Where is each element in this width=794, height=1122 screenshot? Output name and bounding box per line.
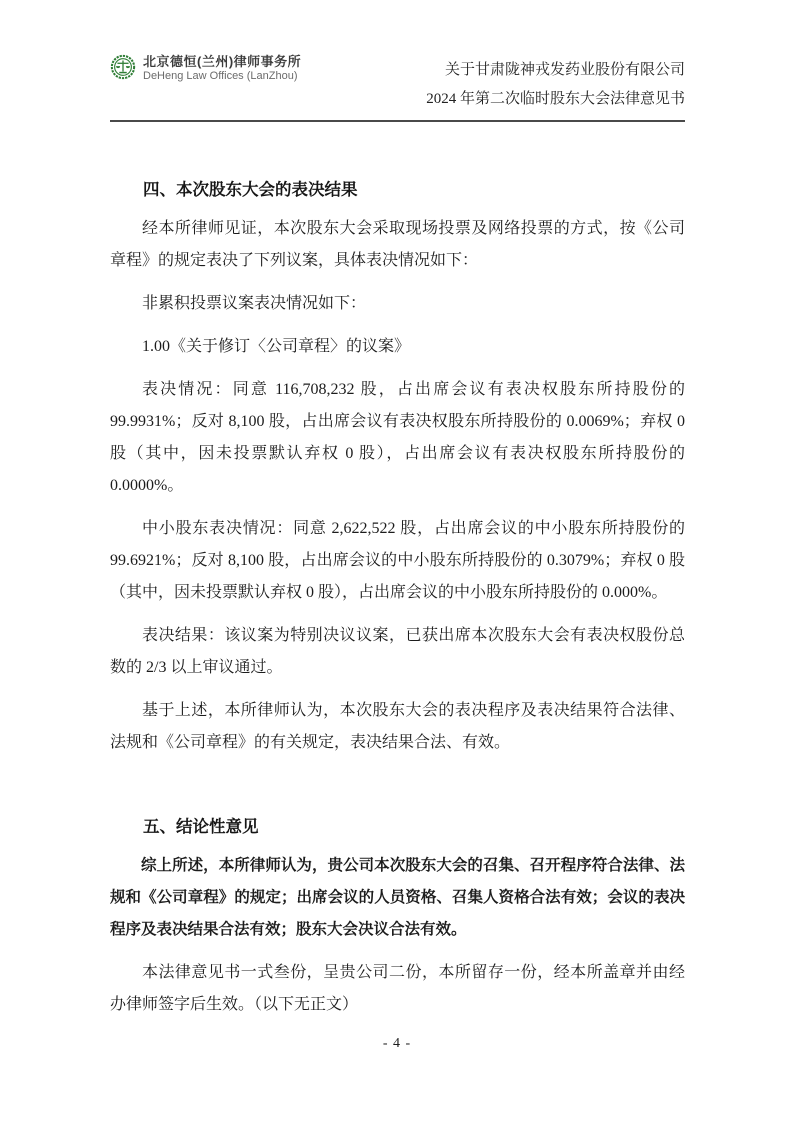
paragraph-copies: 本法律意见书一式叁份，呈贵公司二份，本所留存一份，经本所盖章并由经办律师签字后生效。（以下无正文） bbox=[110, 964, 685, 1013]
page-number: - 4 - bbox=[382, 1036, 412, 1051]
paragraph-intro: 经本所律师见证，本次股东大会采取现场投票及网络投票的方式，按《公司章程》的规定表决了下列议案，具体表决情况如下： bbox=[110, 220, 685, 269]
section-conclusive-opinion bbox=[110, 815, 685, 1021]
firm-name-block bbox=[143, 54, 301, 84]
page-header bbox=[110, 52, 685, 122]
paragraph-proposal-title: 1.00《关于修订〈公司章程〉的议案》 bbox=[142, 338, 411, 355]
section4-heading: 四、本次股东大会的表决结果 bbox=[143, 181, 358, 199]
doc-ref-title-line: 2024 年第二次临时股东大会法律意见书 bbox=[426, 91, 685, 107]
firm-name-chinese: 北京德恒(兰州)律师事务所 bbox=[143, 54, 302, 69]
paragraph-vote-outcome: 表决结果：该议案为特别决议议案，已获出席本次股东大会有表决权股份总数的 2/3 以上审议通过。 bbox=[110, 627, 685, 676]
paragraph-minority-vote: 中小股东表决情况：同意 2,622,522 股，占出席会议的中小股东所持股份的 99.6921%；反对 8,100 股，占出席会议的中小股东所持股份的 0.3079%；弃权 0 股（其中，因未投票默认弃权 0 股），占出席会议的中小股东所持股份的 0.000%。 bbox=[110, 520, 685, 601]
doc-ref-company-line: 关于甘肃陇神戎发药业股份有限公司 bbox=[444, 62, 685, 78]
section-voting-results bbox=[110, 178, 685, 759]
section5-heading: 五、结论性意见 bbox=[143, 818, 259, 836]
firm-name-english: DeHeng Law Offices (LanZhou) bbox=[143, 70, 298, 83]
law-firm-identity bbox=[110, 52, 301, 84]
deheng-seal-icon bbox=[110, 54, 136, 80]
paragraph-vote-result: 表决情况：同意 116,708,232 股，占出席会议有表决权股东所持股份的 99.9931%；反对 8,100 股，占出席会议有表决权股东所持股份的 0.0069%；弃权 0 股（其中，因未投票默认弃权 0 股），占出席会议有表决权股东所持股份的 0.0000%。 bbox=[110, 381, 685, 494]
paragraph-legal-basis: 基于上述，本所律师认为，本次股东大会的表决程序及表决结果符合法律、法规和《公司章程》的有关规定，表决结果合法、有效。 bbox=[110, 702, 685, 751]
paragraph-conclusion: 综上所述，本所律师认为，贵公司本次股东大会的召集、召开程序符合法律、法规和《公司章程》的规定；出席会议的人员资格、召集人资格合法有效；会议的表决程序及表决结果合法有效；股东大会决议合法有效。 bbox=[110, 857, 685, 938]
paragraph-non-cumulative: 非累积投票议案表决情况如下： bbox=[142, 295, 367, 312]
document-body bbox=[110, 178, 685, 1021]
document-reference bbox=[426, 52, 685, 114]
